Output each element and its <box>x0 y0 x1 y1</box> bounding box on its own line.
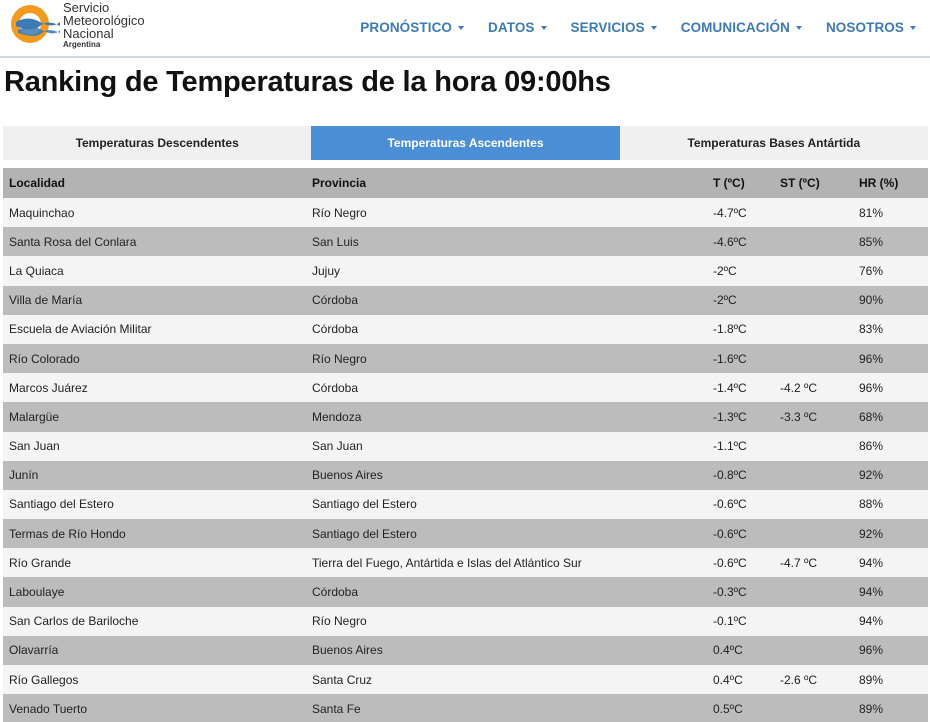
cell-temperatura: -2ºC <box>713 293 737 308</box>
cell-humedad: 90% <box>859 293 884 308</box>
caret-down-icon <box>796 26 802 30</box>
cell-localidad: Marcos Juárez <box>9 380 88 395</box>
cell-humedad: 85% <box>859 234 884 249</box>
table-header-row <box>3 168 928 198</box>
smn-logo-icon[interactable] <box>8 2 60 46</box>
table-row <box>3 490 928 519</box>
header-localidad: Localidad <box>9 176 66 190</box>
cell-provincia: Santiago del Estero <box>312 497 417 512</box>
nav-pronostico[interactable] <box>360 20 464 35</box>
table-row <box>3 315 928 344</box>
cell-localidad: Olavarría <box>9 643 59 658</box>
cell-humedad: 96% <box>859 643 884 658</box>
nav-label: PRONÓSTICO <box>360 20 453 35</box>
caret-down-icon <box>910 26 916 30</box>
cell-temperatura: -0.6ºC <box>713 497 747 512</box>
site-header <box>0 0 930 58</box>
page-title: Ranking de Temperaturas de la hora 09:00hs <box>4 66 611 98</box>
cell-provincia: Río Negro <box>312 614 367 629</box>
cell-provincia: Río Negro <box>312 205 367 220</box>
cell-temperatura: -1.3ºC <box>713 409 747 424</box>
cell-localidad: Venado Tuerto <box>9 701 88 716</box>
caret-down-icon <box>458 26 464 30</box>
cell-provincia: Córdoba <box>312 585 359 600</box>
cell-temperatura: -4.7ºC <box>713 205 747 220</box>
table-row <box>3 227 928 256</box>
brand-line-1: Servicio <box>63 0 110 15</box>
tab-descendentes[interactable]: Temperaturas Descendentes <box>75 136 239 150</box>
brand-line-4: Argentina <box>63 40 101 49</box>
cell-temperatura: -1.6ºC <box>713 351 747 366</box>
tab-antartida[interactable]: Temperaturas Bases Antártida <box>687 136 861 150</box>
cell-localidad: Termas de Río Hondo <box>9 526 126 541</box>
cell-humedad: 89% <box>859 672 884 687</box>
nav-servicios[interactable] <box>571 20 657 35</box>
table-row <box>3 577 928 606</box>
cell-sensacion-termica: -2.6 ºC <box>780 672 818 687</box>
cell-localidad: Río Colorado <box>9 351 80 366</box>
nav-label: NOSOTROS <box>825 20 904 35</box>
cell-localidad: Malargüe <box>9 409 60 424</box>
cell-provincia: Santa Cruz <box>312 672 373 687</box>
table-row <box>3 665 928 694</box>
temperature-table <box>3 168 928 722</box>
cell-temperatura: -0.8ºC <box>713 468 747 483</box>
cell-sensacion-termica: -3.3 ºC <box>780 409 818 424</box>
cell-provincia: Buenos Aires <box>312 643 383 658</box>
header-provincia: Provincia <box>312 176 367 190</box>
header-humedad: HR (%) <box>859 176 899 190</box>
cell-localidad: La Quiaca <box>9 263 64 278</box>
brand-name[interactable] <box>63 1 145 50</box>
cell-localidad: Laboulaye <box>9 585 65 600</box>
cell-localidad: Villa de María <box>9 293 83 308</box>
cell-humedad: 68% <box>859 409 884 424</box>
ranking-tabs <box>3 126 928 160</box>
cell-humedad: 83% <box>859 322 884 337</box>
cell-temperatura: 0.4ºC <box>713 643 743 658</box>
cell-humedad: 76% <box>859 263 884 278</box>
table-row <box>3 432 928 461</box>
nav-comunicacion[interactable] <box>681 20 802 35</box>
cell-temperatura: -0.3ºC <box>713 585 747 600</box>
cell-humedad: 92% <box>859 526 884 541</box>
table-row <box>3 256 928 285</box>
cell-temperatura: -2ºC <box>713 263 737 278</box>
cell-provincia: Mendoza <box>312 409 362 424</box>
cell-sensacion-termica: -4.2 ºC <box>780 380 818 395</box>
table-row <box>3 373 928 402</box>
cell-temperatura: -1.4ºC <box>713 380 747 395</box>
table-row <box>3 402 928 431</box>
table-row <box>3 636 928 665</box>
cell-localidad: Santa Rosa del Conlara <box>9 234 137 249</box>
caret-down-icon <box>541 26 547 30</box>
cell-localidad: Escuela de Aviación Militar <box>9 322 152 337</box>
cell-provincia: Jujuy <box>312 263 341 278</box>
cell-localidad: San Carlos de Bariloche <box>9 614 139 629</box>
brand-line-2: Meteorológico <box>63 13 145 28</box>
cell-temperatura: -1.8ºC <box>713 322 747 337</box>
cell-provincia: San Juan <box>312 439 363 454</box>
cell-provincia: Santa Fe <box>312 701 361 716</box>
nav-label: DATOS <box>488 20 535 35</box>
cell-temperatura: 0.4ºC <box>713 672 743 687</box>
table-row <box>3 548 928 577</box>
cell-provincia: Córdoba <box>312 380 359 395</box>
table-row <box>3 286 928 315</box>
table-row <box>3 607 928 636</box>
header-temperatura: T (ºC) <box>713 176 745 190</box>
header-sensacion-termica: ST (ºC) <box>780 176 820 190</box>
nav-nosotros[interactable] <box>826 20 916 35</box>
nav-label: SERVICIOS <box>570 20 645 35</box>
nav-label: COMUNICACIÓN <box>680 20 790 35</box>
cell-localidad: Maquinchao <box>9 205 75 220</box>
table-row <box>3 694 928 722</box>
cell-localidad: Santiago del Estero <box>9 497 114 512</box>
cell-temperatura: -0.6ºC <box>713 526 747 541</box>
cell-humedad: 94% <box>859 555 884 570</box>
table-row <box>3 344 928 373</box>
cell-humedad: 81% <box>859 205 884 220</box>
cell-provincia: Tierra del Fuego, Antártida e Islas del Atlántico Sur <box>312 555 582 570</box>
nav-datos[interactable] <box>488 20 547 35</box>
cell-localidad: San Juan <box>9 439 60 454</box>
caret-down-icon <box>651 26 657 30</box>
cell-humedad: 94% <box>859 614 884 629</box>
cell-provincia: Río Negro <box>312 351 367 366</box>
cell-temperatura: 0.5ºC <box>713 701 743 716</box>
cell-humedad: 94% <box>859 585 884 600</box>
tab-ascendentes[interactable]: Temperaturas Ascendentes <box>311 126 619 160</box>
cell-provincia: Córdoba <box>312 322 359 337</box>
cell-humedad: 88% <box>859 497 884 512</box>
cell-provincia: Santiago del Estero <box>312 526 417 541</box>
cell-temperatura: -0.6ºC <box>713 555 747 570</box>
cell-humedad: 89% <box>859 701 884 716</box>
cell-provincia: Buenos Aires <box>312 468 383 483</box>
main-nav <box>336 20 916 35</box>
cell-humedad: 86% <box>859 439 884 454</box>
cell-provincia: San Luis <box>312 234 359 249</box>
cell-localidad: Río Gallegos <box>9 672 79 687</box>
table-body <box>3 198 928 722</box>
cell-provincia: Córdoba <box>312 293 359 308</box>
cell-temperatura: -4.6ºC <box>713 234 747 249</box>
cell-humedad: 96% <box>859 351 884 366</box>
cell-humedad: 96% <box>859 380 884 395</box>
table-row <box>3 198 928 227</box>
cell-localidad: Río Grande <box>9 555 72 570</box>
cell-temperatura: -1.1ºC <box>713 439 747 454</box>
cell-localidad: Junín <box>9 468 39 483</box>
cell-temperatura: -0.1ºC <box>713 614 747 629</box>
brand-line-3: Nacional <box>63 26 114 41</box>
cell-humedad: 92% <box>859 468 884 483</box>
table-row <box>3 519 928 548</box>
cell-sensacion-termica: -4.7 ºC <box>780 555 818 570</box>
table-row <box>3 461 928 490</box>
